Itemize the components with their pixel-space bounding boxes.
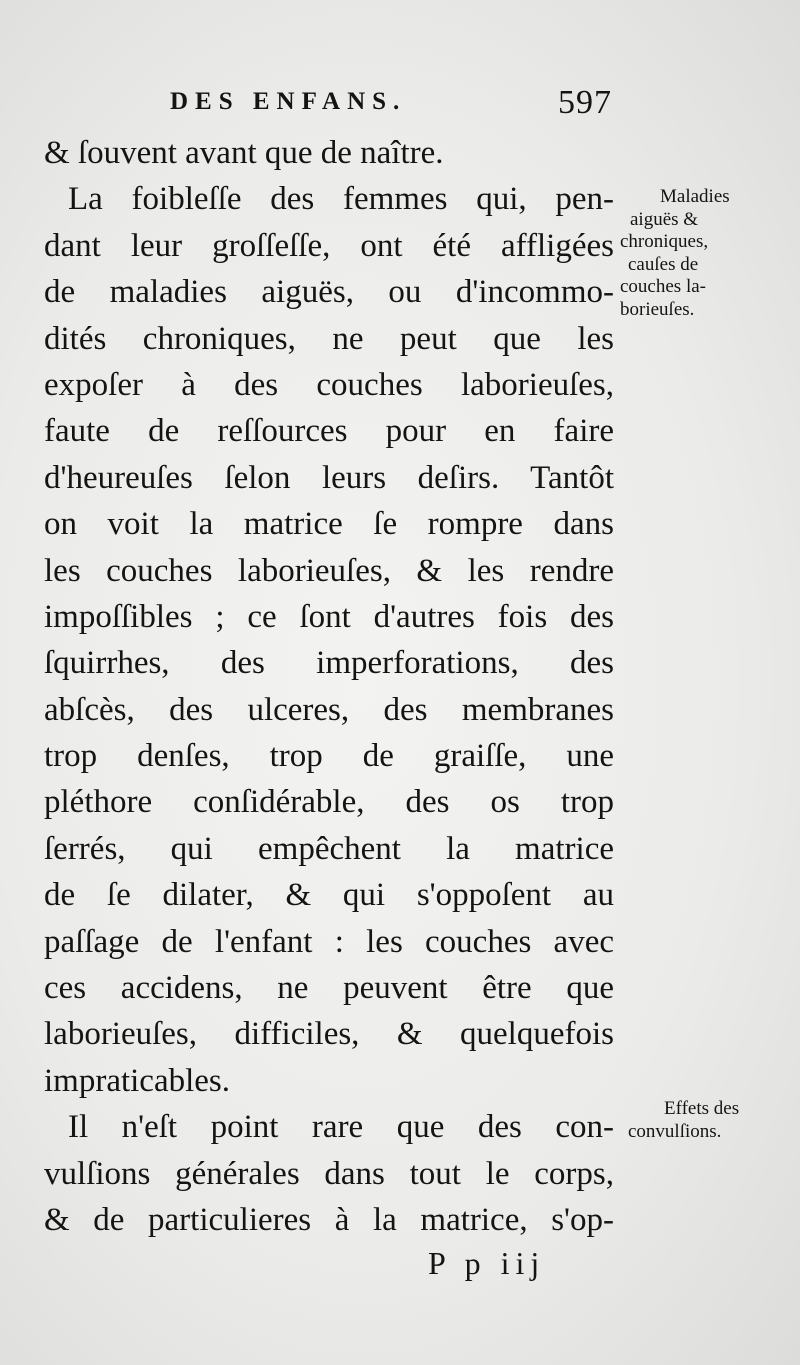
body-text (44, 130, 614, 1243)
marginal-line: aiguës & (630, 208, 699, 230)
text-line: paſſage de l'enfant : les couches avec (44, 923, 614, 960)
marginal-line: couches la- (620, 276, 706, 297)
text-line: vulſions générales dans tout le corps, (44, 1155, 614, 1192)
text-line: pléthore conſidérable, des os trop (44, 784, 614, 821)
text-line: de ſe dilater, & qui s'oppoſent au (44, 877, 614, 914)
page-number: 597 (558, 84, 612, 121)
marginal-line: chroniques, (620, 231, 709, 252)
text-line: de maladies aiguës, ou d'incommo- (44, 274, 614, 311)
text-line: d'heureuſes ſelon leurs deſirs. Tantôt (44, 459, 614, 496)
text-line: impoſſibles ; ce ſont d'autres fois des (44, 598, 614, 635)
text-line: dant leur groſſeſſe, ont été affligées (44, 227, 614, 264)
text-line: & ſouvent avant que de naître. (44, 135, 444, 171)
text-line: expoſer à des couches laborieuſes, (44, 366, 614, 403)
text-line: ſquirrhes, des imperforations, des (44, 645, 614, 682)
text-line: trop denſes, trop de graiſſe, une (44, 738, 614, 775)
marginal-note-convulsions (628, 1098, 778, 1143)
text-line: les couches laborieuſes, & les rendre (44, 552, 614, 589)
page-header (170, 84, 620, 124)
marginal-note-maladies (620, 186, 770, 321)
text-line: & de particulieres à la matrice, s'op- (44, 1201, 614, 1238)
text-line: ces accidens, ne peuvent être que (44, 970, 614, 1007)
text-line: faute de reſſources pour en faire (44, 413, 614, 450)
marginal-line: Effets des (664, 1098, 740, 1119)
text-line: La foibleſſe des femmes qui, pen- (68, 181, 614, 218)
marginal-line: borieuſes. (620, 298, 695, 320)
text-line: on voit la matrice ſe rompre dans (44, 506, 614, 543)
marginal-line: convulſions. (628, 1120, 722, 1142)
text-line: abſcès, des ulceres, des membranes (44, 691, 614, 728)
marginal-line: Maladies (660, 186, 730, 207)
text-line: Il n'eſt point rare que des con- (68, 1109, 614, 1146)
text-line: dités chroniques, ne peut que les (44, 320, 614, 357)
signature-mark: P p iij (428, 1245, 546, 1281)
text-line: impraticables. (44, 1062, 231, 1099)
text-line: ſerrés, qui empêchent la matrice (44, 830, 614, 867)
text-line: laborieuſes, difficiles, & quelquefois (44, 1016, 614, 1053)
running-head: DES ENFANS. (170, 88, 407, 115)
marginal-line: cauſes de (628, 253, 699, 275)
